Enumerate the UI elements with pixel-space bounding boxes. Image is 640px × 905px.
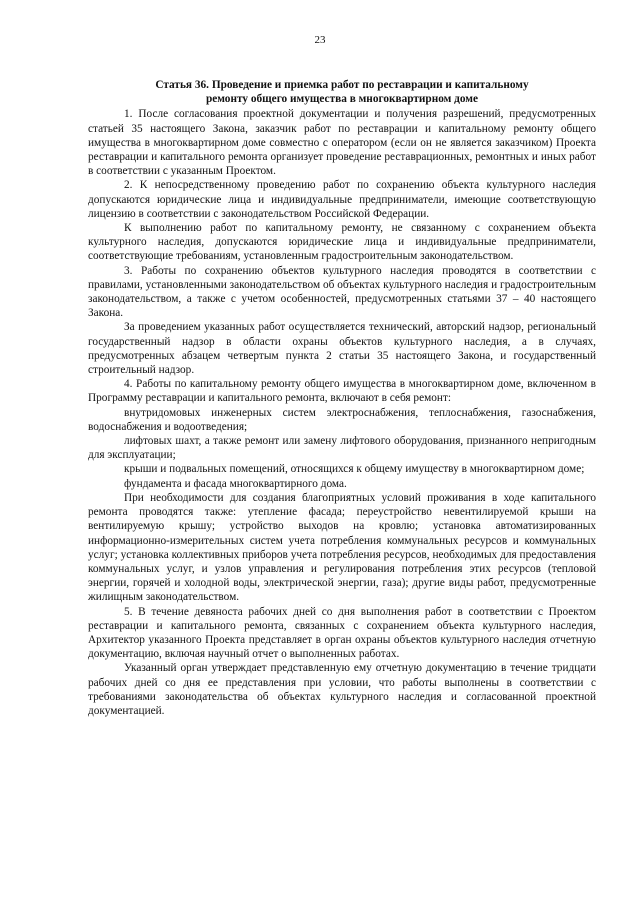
paragraph-8: лифтовых шахт, а также ремонт или замену лифтового оборудования, признанного непригодным для эксплуатации; [88, 435, 596, 462]
paragraph-1: 1. После согласования проектной документации и получения разрешений, предусмотренных статьей 35 настоящего Закона, заказчик работ по реставрации и капитальному ремонту общего имущества в многоквартирном доме совместно с оператором (если он не является заказчиком) Проекта реставрации и капитального ремонта организует проведение реставрационных, ремонтных и иных работ в соответствии с указанным Проектом. [88, 108, 596, 178]
paragraph-9: крыши и подвальных помещений, относящихся к общему имуществу в многоквартирном доме; [124, 463, 585, 476]
paragraph-12: 5. В течение девяноста рабочих дней со дня выполнения работ в соответствии с Проектом реставрации и капитального ремонта, связанных с сохранением объекта культурного наследия, Архитектор указанного Проекта представляет в орган охраны объектов культурного наследия отчетную документацию, включая научный отчет о выполненных работах. [88, 605, 596, 661]
paragraph-4: 3. Работы по сохранению объектов культурного наследия проводятся в соответствии с правилами, установленными законодательством об объектах культурного наследия и градостроительным законодательством, а также с учетом особенностей, предусмотренных статьями 37 – 40 настоящего Закона. [88, 264, 596, 320]
paragraph-7: внутридомовых инженерных систем электроснабжения, теплоснабжения, газоснабжения, водоснабжения и водоотведения; [88, 406, 596, 433]
paragraph-11: При необходимости для создания благоприятных условий проживания в ходе капитального ремонта проводятся также: утепление фасада; переустройство невентилируемой крыши на вентилируемую крышу; устройство выходов на кровлю; установка автоматизированных информационно-измерительных систем учета потребления коммунальных ресурсов и коммунальных услуг; установка коллективных приборов учета потребления ресурсов, необходимых для предоставления коммунальных услуг, и узлов управления и регулирования потребления этих ресурсов (тепловой энергии, горячей и холодной воды, электрической энергии, газа); другие виды работ, предусмотренные жилищным законодательством. [88, 491, 596, 604]
paragraph-6: 4. Работы по капитальному ремонту общего имущества в многоквартирном доме, включенном в Программу реставрации и капитального ремонта, включают в себя ремонт: [88, 378, 596, 405]
page-number: 23 [314, 34, 326, 46]
paragraph-10: фундамента и фасада многоквартирного дома. [124, 477, 347, 490]
paragraph-5: За проведением указанных работ осуществляется технический, авторский надзор, региональный государственный надзор в области охраны объектов культурного наследия, а в случаях, предусмотренных абзацем четвертым пункта 2 статьи 35 настоящего Закона, и государственный строительный надзор. [88, 321, 596, 377]
article-title-line-1: Статья 36. Проведение и приемка работ по реставрации и капитальному [155, 79, 529, 91]
paragraph-3: К выполнению работ по капитальному ремонту, не связанному с сохранением объекта культурного наследия, допускаются юридические лица и индивидуальные предприниматели, соответствующие требованиям, установленным градостроительным законодательством. [88, 222, 596, 263]
article-heading [88, 78, 596, 106]
paragraph-2: 2. К непосредственному проведению работ по сохранению объекта культурного наследия допускаются юридические лица и индивидуальные предприниматели, имеющие соответствующую лицензию в соответствии с законодательством Российской Федерации. [88, 179, 596, 220]
paragraph-13: Указанный орган утверждает представленную ему отчетную документацию в течение тридцати рабочих дней со дня ее представления при условии, что работы выполнены в соответствии с требованиями законодательства об объектах культурного наследия и согласованной проектной документацией. [88, 662, 596, 717]
article-title-line-2: ремонту общего имущества в многоквартирном доме [205, 93, 479, 106]
document-body [88, 78, 596, 718]
